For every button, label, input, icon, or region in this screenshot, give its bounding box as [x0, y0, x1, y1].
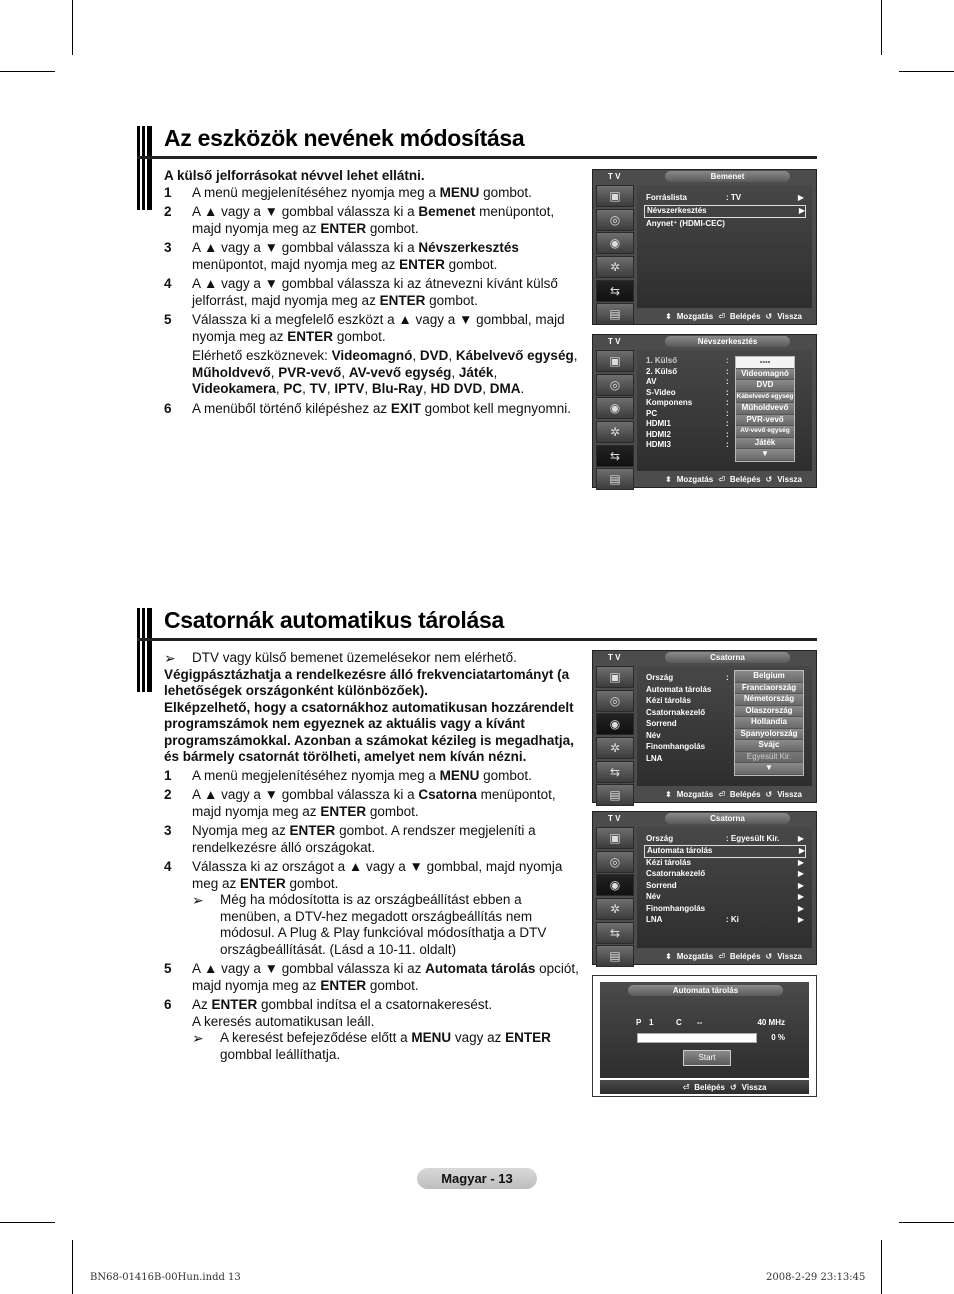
menu-row-lna[interactable]: LNA : Ki ▶: [646, 915, 804, 924]
channel-icon[interactable]: ◉: [596, 713, 634, 735]
input-icon[interactable]: ⇆: [596, 761, 634, 783]
step-6: 6 A menüből történő kilépéshez az EXIT gombot kell megnyomni.: [164, 400, 571, 416]
menu-row-manual-store[interactable]: Kézi tárolás ▶: [646, 857, 804, 867]
application-icon[interactable]: ▤: [596, 945, 634, 967]
menu-title: Bemenet: [665, 171, 790, 182]
menu-icon-column: [596, 827, 634, 969]
progress-percent: 0 %: [771, 1033, 785, 1042]
step-5: 5 Válassza ki a megfelelő eszközt a ▲ vagy a ▼ gombbal, majd nyomja meg az ENTER gombot.: [164, 312, 565, 344]
device-name-dropdown[interactable]: ---- Videomagnó DVD Kábelvevő egység Műholdvevő PVR-vevő AV-vevő egység Játék ▼: [735, 356, 795, 462]
note: ➢ DTV vagy külső bemenet üzemelésekor nem elérhető.: [164, 650, 517, 666]
menu-row[interactable]: S-Video :: [646, 387, 729, 397]
intro: A külső jelforrásokat névvel lehet ellátni.: [164, 168, 425, 183]
step-4: 4 A ▲ vagy a ▼ gombbal válassza ki az átnevezni kívánt külső jelforrást, majd nyomja meg az ENTER gombot.: [164, 276, 558, 308]
sound-icon[interactable]: ◎: [596, 690, 634, 712]
menu-row[interactable]: Sorrend: [646, 719, 677, 728]
setup-icon[interactable]: ✲: [596, 421, 634, 443]
tv-menu-channel-country: T V Csatorna ▣ ◎ ◉ ✲ ⇆ ▤ Ország : Automata tárolás Kézi tárolás Csatornakezelő Sorrend Név Finomhangolás LNA Belgium Franciaország Németország Olaszország Hollandia Spanyolország Svájc Egyesült Kir. ▼ ⬍ Mozgatás ⏎ Belépés ↺ Vissza: [592, 650, 817, 803]
menu-footer: ⬍ Mozgatás ⏎ Belépés ↺ Vissza: [664, 951, 802, 961]
menu-row-anynet[interactable]: Anynet⁺ (HDMI-CEC): [646, 219, 725, 228]
menu-body: [637, 827, 812, 948]
menu-row-auto-store[interactable]: Automata tárolás ▶: [644, 845, 806, 858]
menu-footer: ⬍ Mozgatás ⏎ Belépés ↺ Vissza: [664, 474, 802, 484]
application-icon[interactable]: ▤: [596, 784, 634, 806]
menu-row[interactable]: Finomhangolás: [646, 742, 706, 751]
tv-menu-input: T V Bemenet ▣ ◎ ◉ ✲ ⇆ ▤ Forráslista : TV ▶ Névszerkesztés ▶ Anynet⁺ (HDMI-CEC) ⬍ Mozgatás ⏎ Belépés ↺ Vissza: [592, 169, 817, 325]
channel-icon[interactable]: ◉: [596, 397, 634, 419]
menu-icon-column: [596, 350, 634, 492]
picture-icon[interactable]: ▣: [596, 827, 634, 849]
return-icon: ↺: [729, 1082, 737, 1092]
picture-icon[interactable]: ▣: [596, 666, 634, 688]
scroll-down-icon[interactable]: ▼: [736, 449, 794, 461]
menu-body: [637, 185, 812, 308]
section2-body: [164, 650, 582, 1063]
section-title: Csatornák automatikus tárolása: [164, 607, 504, 633]
step-1: 1 A menü megjelenítéséhez nyomja meg a MENU gombot.: [164, 767, 532, 783]
setup-icon[interactable]: ✲: [596, 256, 634, 278]
page-number-badge: Magyar - 13: [417, 1168, 537, 1189]
section1-body: [164, 168, 582, 417]
enter-icon: ⏎: [718, 789, 725, 799]
menu-row[interactable]: Csatornakezelő: [646, 707, 706, 717]
section-bar: [137, 126, 153, 210]
menu-title: Csatorna: [665, 652, 790, 663]
enter-icon: ⏎: [682, 1082, 690, 1092]
menu-body: [637, 666, 812, 786]
tv-auto-store-dialog: [592, 975, 817, 1097]
menu-row[interactable]: AV :: [646, 377, 729, 386]
setup-icon[interactable]: ✲: [596, 737, 634, 759]
menu-row[interactable]: PC :: [646, 408, 729, 418]
step-2: 2 A ▲ vagy a ▼ gombbal válassza ki a Bemenet menüpontot, majd nyomja meg az ENTER gombot.: [164, 204, 555, 236]
updown-icon: ⬍: [664, 789, 672, 799]
menu-row[interactable]: HDMI1 :: [646, 419, 729, 428]
step-5: 5 A ▲ vagy a ▼ gombbal válassza ki az Automata tárolás opciót, majd nyomja meg az ENTER gombot.: [164, 961, 579, 993]
menu-row[interactable]: LNA: [646, 753, 663, 763]
menu-footer: ⬍ Mozgatás ⏎ Belépés ↺ Vissza: [664, 789, 802, 799]
menu-body: [637, 350, 812, 471]
menu-row-edit-name[interactable]: Névszerkesztés ▶: [644, 205, 806, 218]
note-4: ➢ Még ha módosította is az országbeállítást ebben a menüben, a DTV-hez megadott országbeállítás nem módosul. A Plug & Play funkcióval módosíthatja a DTV országbeállítását. (Lásd a 10-11. oldalt): [192, 892, 547, 957]
menu-row[interactable]: 2. Külső :: [646, 366, 729, 376]
menu-row[interactable]: Automata tárolás: [646, 684, 712, 694]
updown-icon: ⬍: [664, 311, 672, 321]
updown-icon: ⬍: [664, 474, 672, 484]
print-file-label: BN68-01416B-00Hun.indd 13: [90, 1272, 241, 1283]
step-2: 2 A ▲ vagy a ▼ gombbal válassza ki a Csatorna menüpontot, majd nyomja meg az ENTER gombot.: [164, 787, 556, 819]
bold-paragraph: Végigpásztázhatja a rendelkezésre álló frekvenciatartományt (a lehetőségek országonként különbözőek).: [164, 666, 570, 698]
menu-icon-column: [596, 666, 634, 808]
input-icon[interactable]: ⇆: [596, 280, 634, 302]
step-3: 3 Nyomja meg az ENTER gombot. A rendszer megjeleníti a rendelkezésre álló országokat.: [164, 823, 536, 855]
menu-row[interactable]: Komponens :: [646, 398, 729, 407]
scroll-down-icon[interactable]: ▼: [735, 763, 803, 775]
country-dropdown[interactable]: Belgium Franciaország Németország Olaszország Hollandia Spanyolország Svájc Egyesült Kir. ▼: [734, 670, 804, 776]
menu-row-fine-tune[interactable]: Finomhangolás ▶: [646, 903, 804, 913]
sound-icon[interactable]: ◎: [596, 374, 634, 396]
print-date-label: 2008-2-29 23:13:45: [766, 1272, 866, 1283]
menu-row[interactable]: Név: [646, 730, 661, 740]
dialog-footer: ⏎ Belépés ↺ Vissza: [600, 1080, 809, 1094]
devices-list: Elérhető eszköznevek: Videomagnó, DVD, Kábelvevő egység, Műholdvevő, PVR-vevő, AV-vevő egység, Játék, Videokamera, PC, TV, IPTV, Blu-Ray, HD DVD, DMA.: [192, 348, 578, 396]
section-bar: [137, 608, 153, 692]
enter-icon: ⏎: [718, 474, 725, 484]
menu-row[interactable]: HDMI2 :: [646, 429, 729, 439]
menu-row-channel-manager[interactable]: Csatornakezelő ▶: [646, 869, 804, 878]
input-icon[interactable]: ⇆: [596, 445, 634, 467]
menu-row[interactable]: Kézi tárolás: [646, 696, 691, 705]
application-icon[interactable]: ▤: [596, 468, 634, 490]
bold-paragraph: Elképzelhető, hogy a csatornákhoz automatikusan hozzárendelt programszámok nem egyeznek az aktuális vagy a kívánt programszámokkal. Azonban a számokat kézileg is megadhatja, és bármely csatornát törölheti, amelyet nem kíván nézni.: [164, 699, 574, 764]
menu-row[interactable]: Ország :: [646, 673, 729, 682]
menu-icon-column: [596, 185, 634, 327]
input-icon[interactable]: ⇆: [596, 922, 634, 944]
menu-footer: ⬍ Mozgatás ⏎ Belépés ↺ Vissza: [664, 311, 802, 321]
start-button[interactable]: Start: [683, 1050, 731, 1066]
menu-row-name[interactable]: Név ▶: [646, 892, 804, 901]
application-icon[interactable]: ▤: [596, 303, 634, 325]
menu-title: Csatorna: [665, 813, 790, 824]
step-3: 3 A ▲ vagy a ▼ gombbal válassza ki a Névszerkesztés menüpontot, majd nyomja meg az ENTER gombot.: [164, 240, 519, 272]
menu-row-source-list[interactable]: Forráslista : TV ▶: [646, 193, 804, 202]
menu-row-sort[interactable]: Sorrend ▶: [646, 880, 804, 890]
note-arrow-icon: ➢: [192, 1030, 204, 1046]
return-icon: ↺: [765, 789, 773, 799]
updown-icon: ⬍: [664, 951, 672, 961]
tv-menu-edit-name: T V Névszerkesztés ▣ ◎ ◉ ✲ ⇆ ▤ 1. Külső : 2. Külső : AV : S-Video : Komponens : PC : HDMI1 : HDMI2 : HDMI3 : ---- Videomagnó DVD Kábelvevő egység Műholdvevő PVR-vevő AV-vevő egység Játék ▼ ⬍ Mozgatás ⏎ Belépés ↺ Vissza: [592, 334, 817, 488]
enter-icon: ⏎: [718, 951, 725, 961]
note-6: ➢ A keresést befejeződése előtt a MENU vagy az ENTER gombbal leállíthatja.: [192, 1030, 551, 1062]
menu-row-country[interactable]: Ország : Egyesült Kir. ▶: [646, 834, 804, 843]
sound-icon[interactable]: ◎: [596, 851, 634, 873]
progress-bar: [637, 1033, 757, 1043]
step-6: 6 Az ENTER gombbal indítsa el a csatornakeresést. A keresés automatikusan leáll.: [164, 997, 493, 1029]
menu-title: Névszerkesztés: [665, 336, 790, 347]
menu-row[interactable]: 1. Külső :: [646, 356, 729, 365]
picture-icon[interactable]: ▣: [596, 185, 634, 207]
scan-info: P 1 C -- 40 MHz: [636, 1018, 785, 1027]
return-icon: ↺: [765, 951, 773, 961]
enter-icon: ⏎: [718, 311, 725, 321]
dialog-title: Automata tárolás: [628, 985, 783, 996]
channel-icon[interactable]: ◉: [596, 232, 634, 254]
setup-icon[interactable]: ✲: [596, 898, 634, 920]
note-arrow-icon: ➢: [164, 650, 176, 666]
step-1: 1 A menü megjelenítéséhez nyomja meg a MENU gombot.: [164, 184, 532, 200]
sound-icon[interactable]: ◎: [596, 209, 634, 231]
return-icon: ↺: [765, 474, 773, 484]
section-rule: [137, 156, 817, 159]
section-title: Az eszközök nevének módosítása: [164, 125, 525, 151]
tv-menu-channel: T V Csatorna ▣ ◎ ◉ ✲ ⇆ ▤ Ország : Egyesült Kir. ▶ Automata tárolás ▶ Kézi tárolás ▶ Csatornakezelő ▶ Sorrend ▶ Név ▶ Finomhangolás ▶ LNA : Ki ▶ ⬍ Mozgatás ⏎ Belépés ↺ Vissza: [592, 811, 817, 965]
step-4: 4 Válassza ki az országot a ▲ vagy a ▼ gombbal, majd nyomja meg az ENTER gombot.: [164, 859, 563, 891]
return-icon: ↺: [765, 311, 773, 321]
section-rule: [137, 638, 817, 641]
note-arrow-icon: ➢: [192, 892, 204, 908]
picture-icon[interactable]: ▣: [596, 350, 634, 372]
channel-icon[interactable]: ◉: [596, 874, 634, 896]
menu-row[interactable]: HDMI3 :: [646, 440, 729, 449]
